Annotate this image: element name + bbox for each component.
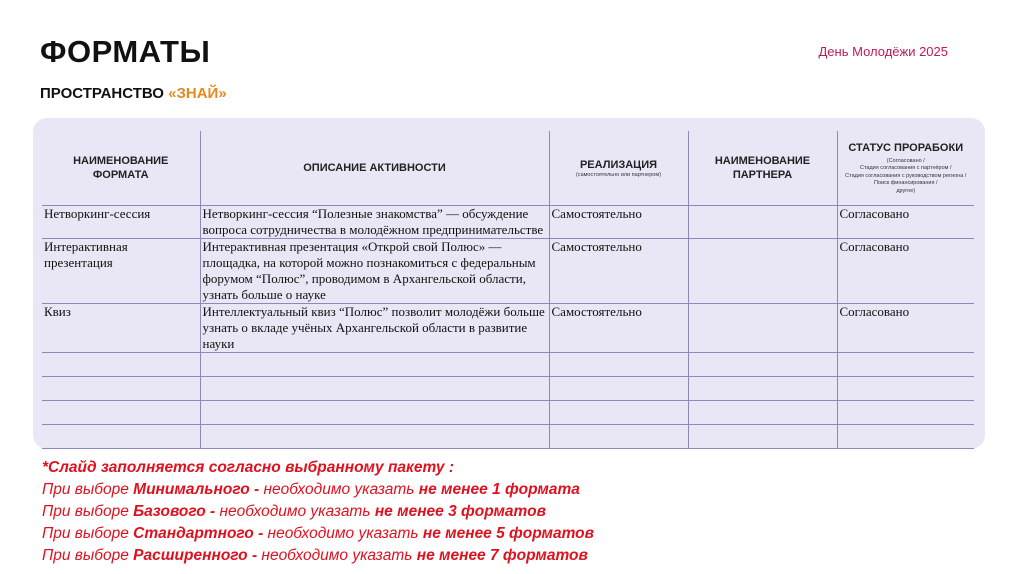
note-mid: необходимо указать [215, 503, 375, 520]
note-line [42, 523, 594, 545]
subtitle-prefix: ПРОСТРАНСТВО [40, 85, 169, 102]
header-description: ОПИСАНИЕ АКТИВНОСТИ [200, 131, 549, 206]
cell-realization: Самостоятельно [549, 206, 688, 239]
empty-row [42, 353, 974, 377]
header-status [837, 131, 974, 206]
note-mid: необходимо указать [259, 481, 419, 498]
page-title: ФОРМАТЫ [40, 34, 211, 69]
header-status-note: Поиск финансирования / [873, 180, 938, 187]
note-mid: необходимо указать [263, 525, 423, 542]
header-status-note: (Согласовано / [886, 157, 925, 164]
empty-row [42, 377, 974, 401]
empty-cell [549, 353, 688, 377]
note-pre: При выборе [42, 503, 134, 520]
cell-status: Согласовано [837, 206, 974, 239]
empty-cell [688, 377, 837, 401]
header-status-note: Стадия согласования с руководством региона / [845, 172, 967, 179]
empty-cell [549, 377, 688, 401]
cell-description: Нетворкинг-сессия “Полезные знакомства” — обсуждение вопроса сотрудничества в молодёжном предпринимательстве [200, 206, 549, 239]
note-line [42, 479, 594, 501]
note-line [42, 501, 594, 523]
package-notes [42, 457, 594, 567]
note-pre: При выборе [42, 547, 134, 564]
cell-realization: Самостоятельно [549, 304, 688, 353]
header-name: НАИМЕНОВАНИЕ ФОРМАТА [42, 131, 200, 206]
empty-cell [200, 377, 549, 401]
note-package: Минимального - [133, 481, 260, 498]
note-line [42, 545, 594, 567]
note-requirement: не менее 3 форматов [374, 503, 546, 520]
cell-partner [688, 304, 837, 353]
formats-table [42, 131, 974, 449]
cell-partner [688, 206, 837, 239]
header-partner: НАИМЕНОВАНИЕ ПАРТНЕРА [688, 131, 837, 206]
cell-partner [688, 239, 837, 304]
event-label: День Молодёжи 2025 [818, 44, 948, 59]
empty-cell [42, 425, 200, 449]
note-requirement: не менее 1 формата [418, 481, 580, 498]
subtitle-accent: «ЗНАЙ» [168, 85, 227, 102]
note-pre: При выборе [42, 525, 134, 542]
empty-cell [688, 425, 837, 449]
cell-realization: Самостоятельно [549, 239, 688, 304]
header-realization-label: РЕАЛИЗАЦИЯ [579, 158, 658, 171]
note-requirement: не менее 7 форматов [416, 547, 588, 564]
empty-cell [688, 401, 837, 425]
cell-name: Нетворкинг-сессия [42, 206, 200, 239]
header-realization-note: (самостоятельно или партнером) [576, 171, 661, 178]
note-package: Базового - [133, 503, 216, 520]
note-package: Расширенного - [133, 547, 258, 564]
cell-status: Согласовано [837, 239, 974, 304]
note-requirement: не менее 5 форматов [422, 525, 594, 542]
note-package: Стандартного - [133, 525, 264, 542]
note-pre: При выборе [42, 481, 134, 498]
empty-row [42, 425, 974, 449]
empty-cell [42, 353, 200, 377]
header-realization [549, 131, 688, 206]
empty-cell [837, 353, 974, 377]
table-row [42, 239, 974, 304]
empty-cell [200, 353, 549, 377]
cell-name: Квиз [42, 304, 200, 353]
empty-row [42, 401, 974, 425]
header-status-label: СТАТУС ПРОРАБОКИ [848, 141, 964, 154]
empty-cell [42, 377, 200, 401]
empty-cell [549, 425, 688, 449]
empty-cell [837, 401, 974, 425]
cell-description: Интерактивная презентация «Открой свой Полюс» — площадка, на которой можно познакомиться с федеральным форумом “Полюс”, проводимом в Архангельской области, узнать больше о науке [200, 239, 549, 304]
cell-description: Интеллектуальный квиз “Полюс” позволит молодёжи больше узнать о вкладе учёных Архангельской области в развитие науки [200, 304, 549, 353]
empty-cell [837, 377, 974, 401]
empty-cell [200, 401, 549, 425]
table-row [42, 206, 974, 239]
empty-cell [42, 401, 200, 425]
table-header-row [42, 131, 974, 206]
notes-heading: *Слайд заполняется согласно выбранному пакету : [42, 459, 454, 476]
cell-name: Интерактивная презентация [42, 239, 200, 304]
empty-cell [837, 425, 974, 449]
table-row [42, 304, 974, 353]
page-subtitle [40, 85, 227, 102]
cell-status: Согласовано [837, 304, 974, 353]
note-mid: необходимо указать [257, 547, 417, 564]
empty-cell [688, 353, 837, 377]
header-status-note: другое) [896, 187, 916, 194]
empty-cell [200, 425, 549, 449]
empty-cell [549, 401, 688, 425]
header-status-note: Стадия согласования с партнёром / [859, 165, 952, 172]
